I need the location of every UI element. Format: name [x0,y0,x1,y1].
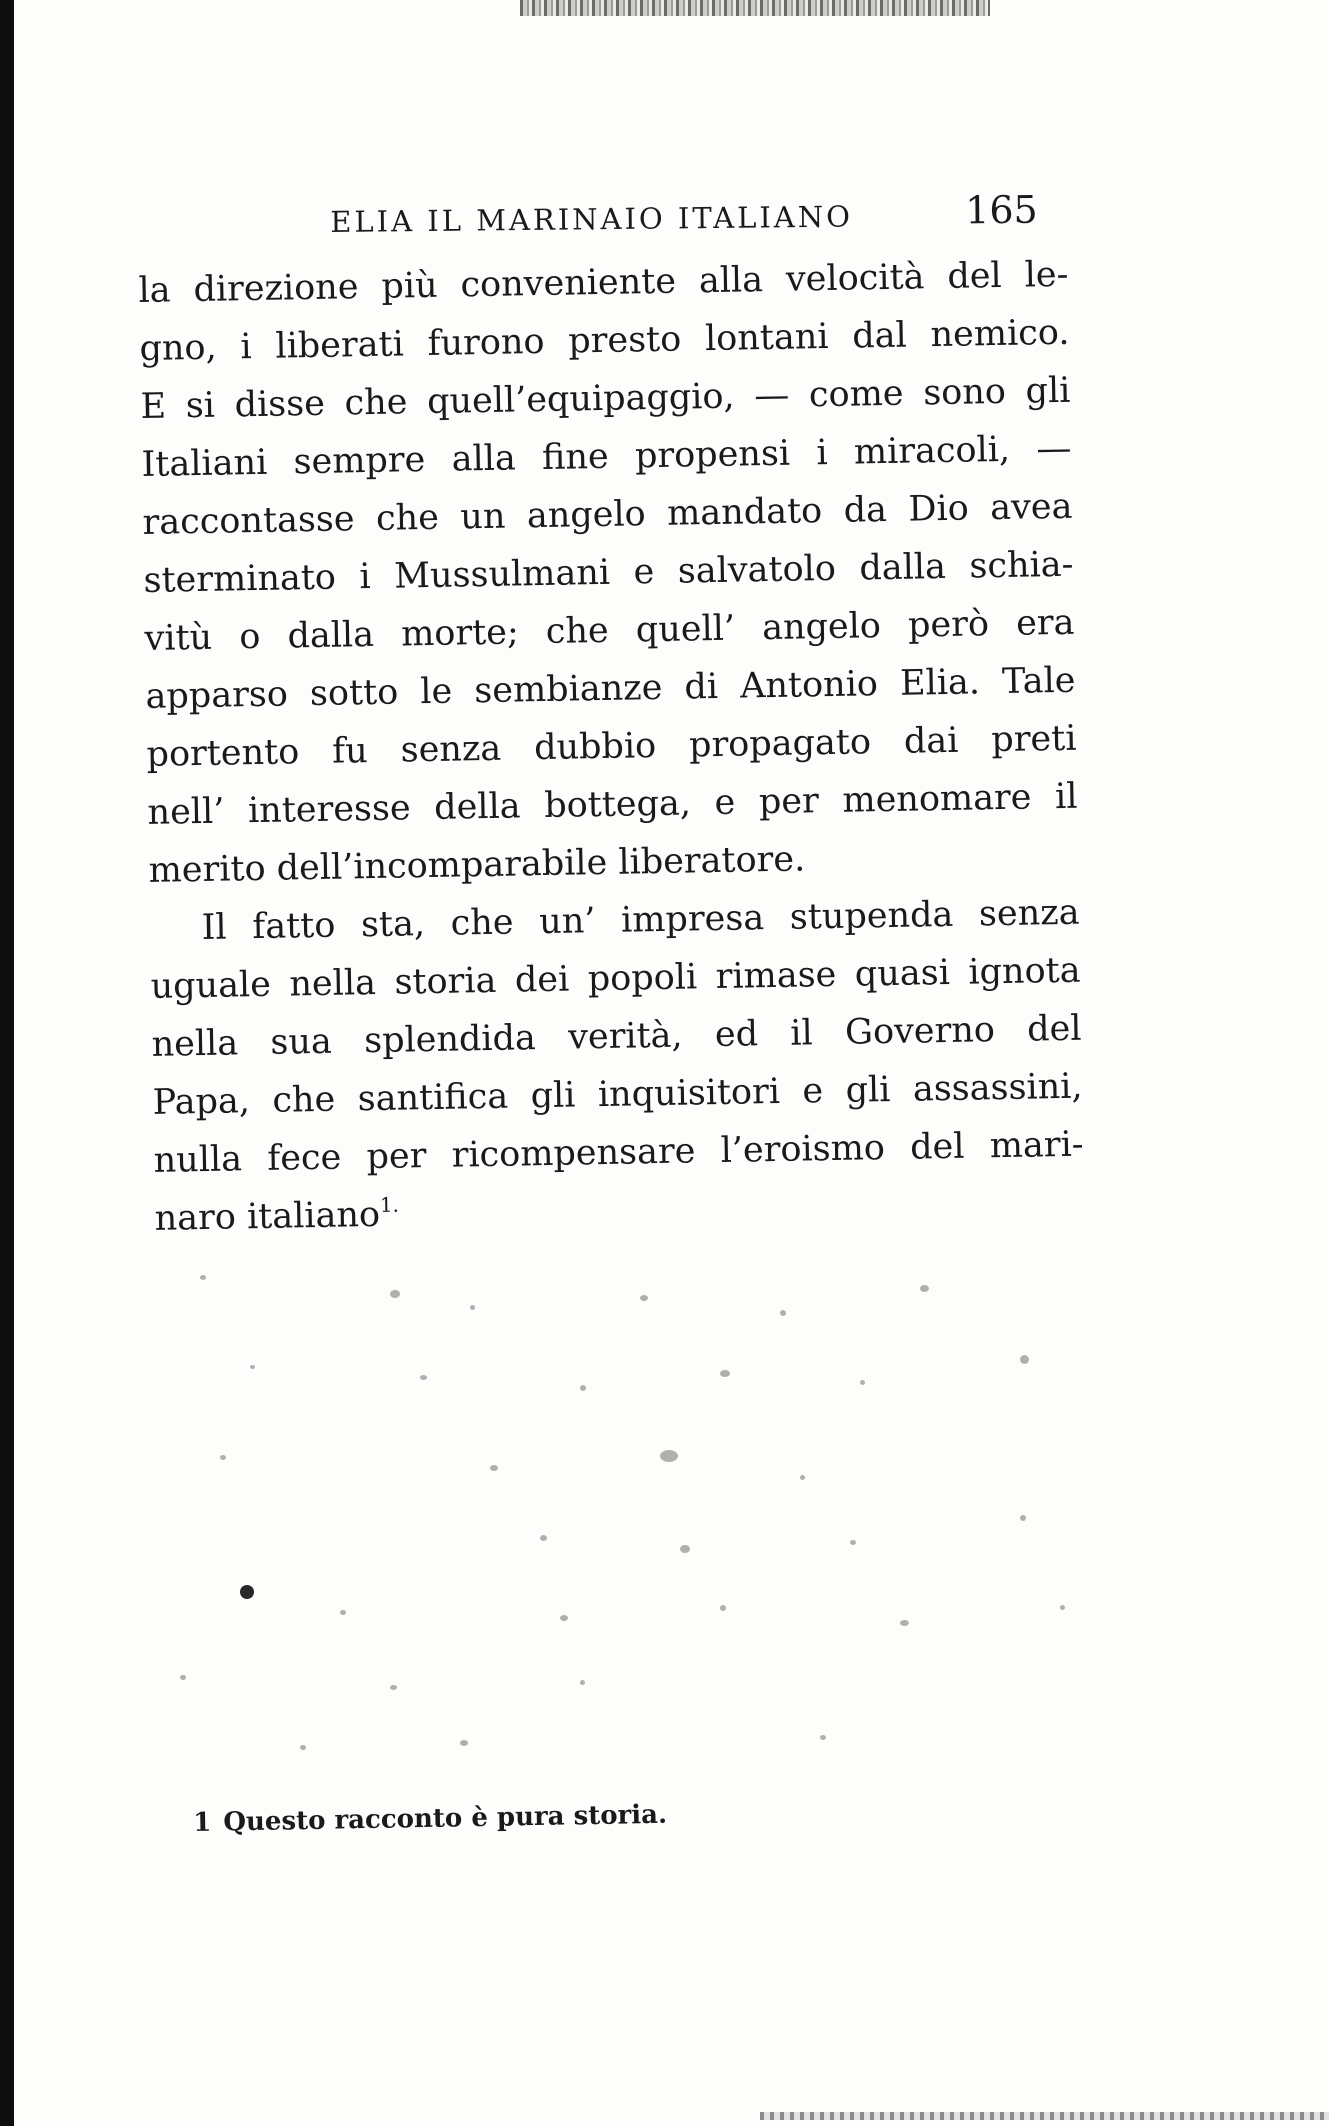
footnote [193,1800,667,1838]
bleed-speck [490,1465,498,1471]
bleed-speck [470,1305,475,1310]
bleed-speck [390,1290,400,1298]
running-title: ELIA IL MARINAIO ITALIANO [330,199,854,239]
text-line: nulla fece per ricompensare l’eroismo del mari- [153,1124,1084,1181]
bleed-speck [180,1675,186,1680]
footnote-number: 1 [193,1807,212,1838]
bleed-speck [920,1285,929,1292]
bleed-speck [420,1375,427,1380]
bleed-speck [390,1685,397,1690]
bleed-speck [1060,1605,1065,1610]
text-line: raccontasse che un angelo mandato da Dio avea [142,486,1073,543]
bleed-speck [800,1475,805,1480]
body-text [138,246,1085,1248]
bleed-speck [720,1370,730,1377]
bleed-speck [860,1380,865,1385]
text-line: gno, i liberati furono presto lontani dal nemico. [139,312,1070,369]
bleed-speck [900,1620,909,1626]
text-line: apparso sotto le sembianze di Antonio Elia. Tale [145,660,1076,717]
scan-smudge-top [520,0,990,16]
bleed-speck [460,1740,468,1746]
text-line: portento fu senza dubbio propagato dai preti [146,718,1077,775]
bleed-speck [250,1365,255,1369]
text-line: nella sua splendida verità, ed il Governo del [151,1008,1082,1065]
show-through-bleed [160,1235,1140,1755]
text-line: merito dell’incomparabile liberatore. [148,839,806,891]
text-line: Italiani sempre alla fine propensi i miracoli, — [141,428,1072,485]
bleed-speck [720,1605,726,1611]
text-line: sterminato i Mussulmani e salvatolo dalla schia- [143,544,1074,601]
text-line: Papa, che santifica gli inquisitori e gli assassini, [152,1066,1083,1123]
bleed-speck [680,1545,690,1553]
bleed-speck [540,1535,547,1541]
bleed-speck [340,1610,346,1615]
text-line: la direzione più conveniente alla velocità del le- [138,254,1069,311]
bleed-speck [820,1735,826,1740]
bleed-speck [580,1385,586,1391]
bleed-speck [560,1615,568,1621]
text-line: uguale nella storia dei popoli rimase quasi ignota [150,950,1081,1007]
bleed-speck [300,1745,306,1750]
bleed-speck [220,1455,226,1460]
footnote-text: Questo racconto è pura storia. [223,1799,668,1838]
footnote-reference: 1. [379,1192,400,1217]
page-number: 165 [964,187,1038,233]
bleed-speck [850,1540,856,1545]
text-line: vitù o dalla morte; che quell’ angelo però era [144,602,1075,659]
bleed-speck [660,1450,678,1462]
bleed-speck [640,1295,648,1301]
text-line: E si disse che quell’equipaggio, — come sono gli [140,370,1071,427]
bleed-speck [1020,1355,1029,1364]
bleed-speck [780,1310,786,1316]
final-line-text: naro italiano [154,1194,381,1239]
paragraph-start-line: Il fatto sta, che un’ impresa stupenda senza [201,892,1080,948]
bleed-speck [240,1585,254,1599]
binding-shadow [0,0,14,2126]
page-header [330,187,1038,245]
bleed-speck [1020,1515,1026,1521]
text-line: nell’ interesse della bottega, e per menomare il [147,776,1078,833]
bleed-speck [200,1275,206,1280]
scan-smudge-bottom [760,2112,1329,2120]
bleed-speck [580,1680,585,1685]
